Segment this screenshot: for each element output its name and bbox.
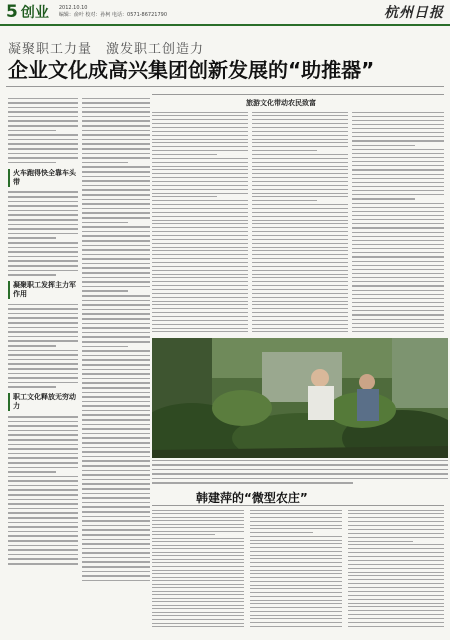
page-number: 5	[6, 2, 18, 22]
photo-section-title: 旅游文化带动农民致富	[246, 99, 316, 107]
farm-garden-illustration	[152, 338, 448, 458]
subhead-1: 火车跑得快全靠车头带	[8, 169, 78, 187]
subhead-2: 凝聚职工发挥主力军作用	[8, 281, 78, 299]
newspaper-brand: 杭州日报	[384, 5, 444, 21]
subhead-3: 职工文化释放无穷动力	[8, 393, 78, 411]
photo-caption	[152, 458, 448, 488]
garden-photo	[152, 338, 448, 458]
section-divider	[152, 94, 444, 95]
feature-column-1	[152, 508, 244, 628]
feature-column-3	[348, 508, 444, 628]
article-column-2	[82, 96, 150, 624]
masthead-meta	[59, 5, 167, 19]
article-headline: 企业文化成高兴集团创新发展的“助推器”	[8, 58, 375, 82]
issue-date: 2012.10.10	[58, 5, 88, 11]
feature-column-2	[250, 508, 342, 628]
article-column-5	[352, 110, 444, 334]
article-column-1	[8, 96, 78, 624]
editor-info: 编辑：俞叶 校对：孙柯 电话：0571-86721790	[58, 12, 168, 18]
article-column-4	[252, 110, 348, 334]
masthead	[0, 0, 450, 26]
article-column-3	[152, 110, 248, 334]
section-name: 创业	[20, 5, 49, 21]
headline-divider	[6, 86, 444, 87]
feature-title: 韩建萍的“微型农庄”	[196, 491, 308, 505]
article-subtitle: 凝聚职工力量 激发职工创造力	[8, 42, 205, 57]
feature-divider	[152, 505, 444, 506]
